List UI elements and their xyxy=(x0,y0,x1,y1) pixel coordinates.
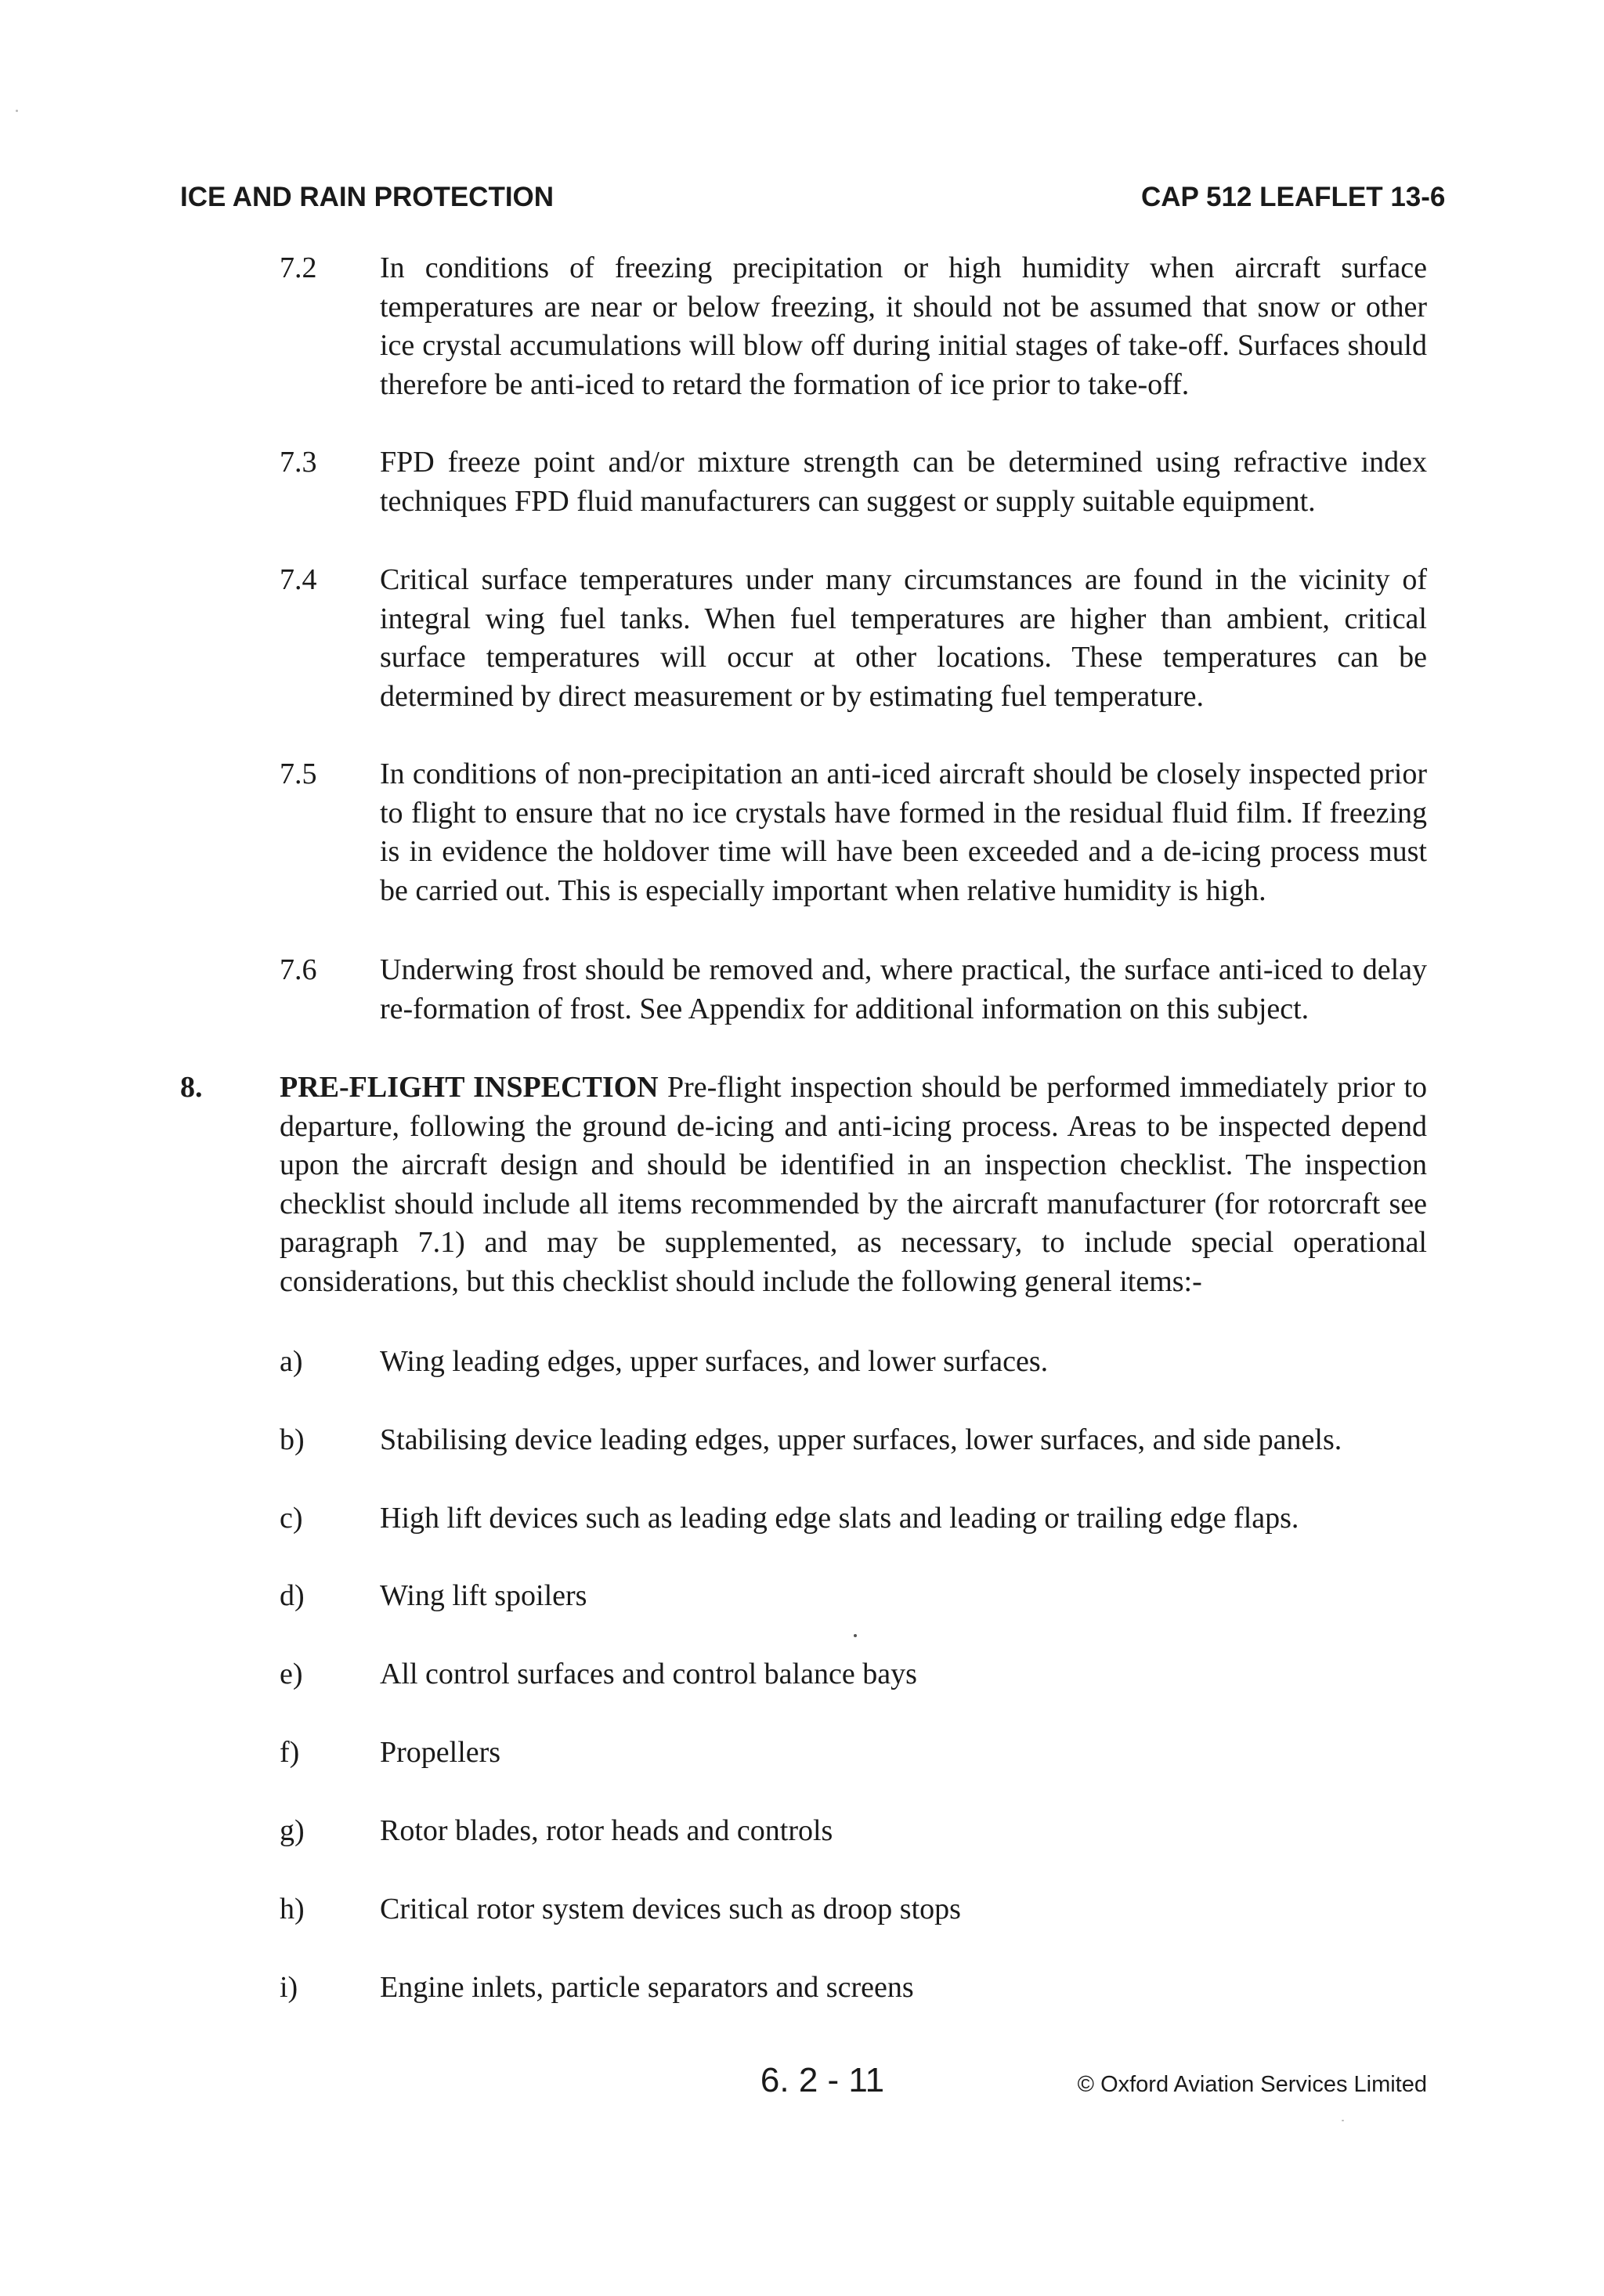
list-item-text: Propellers xyxy=(380,1736,501,1769)
section-title: PRE-FLIGHT INSPECTION xyxy=(280,1071,659,1104)
paragraph-text: In conditions of non-precipitation an anti-iced aircraft should be closely inspected prior to flight to ensure that no ice crystals have formed in the residual fluid film. If freezing is in evidence the holdover time will have been exceeded and a de-icing process must be carried out. This is especially important when relative humidity is high. xyxy=(380,757,1427,907)
paragraph-number: 7.2 xyxy=(280,251,317,284)
list-item-letter: h) xyxy=(280,1893,305,1925)
paragraph-text: Underwing frost should be removed and, where practical, the surface anti-iced to delay re-formation of frost. See Appendix for additional information on this subject. xyxy=(380,953,1427,1025)
section-text xyxy=(280,1068,1427,1301)
list-item-letter: i) xyxy=(280,1971,298,2004)
list-item-text: Critical rotor system devices such as droop stops xyxy=(380,1893,961,1925)
running-header-reference: CAP 512 LEAFLET 13-6 xyxy=(1141,182,1446,212)
list-item-text: High lift devices such as leading edge slats and leading or trailing edge flaps. xyxy=(380,1502,1299,1535)
copyright-notice: © Oxford Aviation Services Limited xyxy=(1077,2072,1427,2097)
paragraph-number: 7.4 xyxy=(280,563,317,596)
paragraph-text: FPD freeze point and/or mixture strength can be determined using refractive index techniques FPD fluid manufacturers can suggest or supply suitable equipment. xyxy=(380,446,1427,518)
list-item-letter: f) xyxy=(280,1736,300,1769)
section-body: Pre-flight inspection should be performed immediately prior to departure, following the ground de-icing and anti-icing process. Areas to be inspected depend upon the aircraft design and should be identified in an inspection checklist. The inspection checklist should include all items recommended by the aircraft manufacturer (for rotorcraft see paragraph 7.1) and may be supplemented, as necessary, to include special operational considerations, but this checklist should include the following general items:- xyxy=(280,1071,1427,1298)
paragraph-text: In conditions of freezing precipitation or high humidity when aircraft surface temperatures are near or below freezing, it should not be assumed that snow or other ice crystal accumulations will blow off during initial stages of take-off. Surfaces should therefore be anti-iced to retard the formation of ice prior to take-off. xyxy=(380,251,1427,401)
list-item-letter: b) xyxy=(280,1423,305,1456)
list-item-text: Wing lift spoilers xyxy=(380,1579,587,1612)
scan-speck xyxy=(1342,2120,1344,2121)
scan-speck xyxy=(854,1634,857,1637)
paragraph-number: 7.6 xyxy=(280,953,317,986)
paragraph-number: 7.5 xyxy=(280,757,317,790)
page-number: 6. 2 - 11 xyxy=(760,2061,885,2099)
list-item-text: Engine inlets, particle separators and screens xyxy=(380,1971,914,2004)
running-header-title: ICE AND RAIN PROTECTION xyxy=(180,182,555,212)
scan-speck xyxy=(16,110,18,112)
list-item-text: All control surfaces and control balance bays xyxy=(380,1658,917,1690)
list-item-letter: c) xyxy=(280,1502,303,1535)
list-item-letter: d) xyxy=(280,1579,305,1612)
section-number: 8. xyxy=(180,1071,203,1104)
list-item-text: Rotor blades, rotor heads and controls xyxy=(380,1814,833,1847)
paragraph-number: 7.3 xyxy=(280,446,317,479)
list-item-text: Stabilising device leading edges, upper surfaces, lower surfaces, and side panels. xyxy=(380,1423,1342,1456)
list-item-text: Wing leading edges, upper surfaces, and lower surfaces. xyxy=(380,1345,1049,1378)
list-item-letter: a) xyxy=(280,1345,303,1378)
list-item-letter: g) xyxy=(280,1814,305,1847)
paragraph-text: Critical surface temperatures under many circumstances are found in the vicinity of integral wing fuel tanks. When fuel temperatures are higher than ambient, critical surface temperatures will occur at other locations. These temperatures can be determined by direct measurement or by estimating fuel temperature. xyxy=(380,563,1427,713)
list-item-letter: e) xyxy=(280,1658,303,1690)
